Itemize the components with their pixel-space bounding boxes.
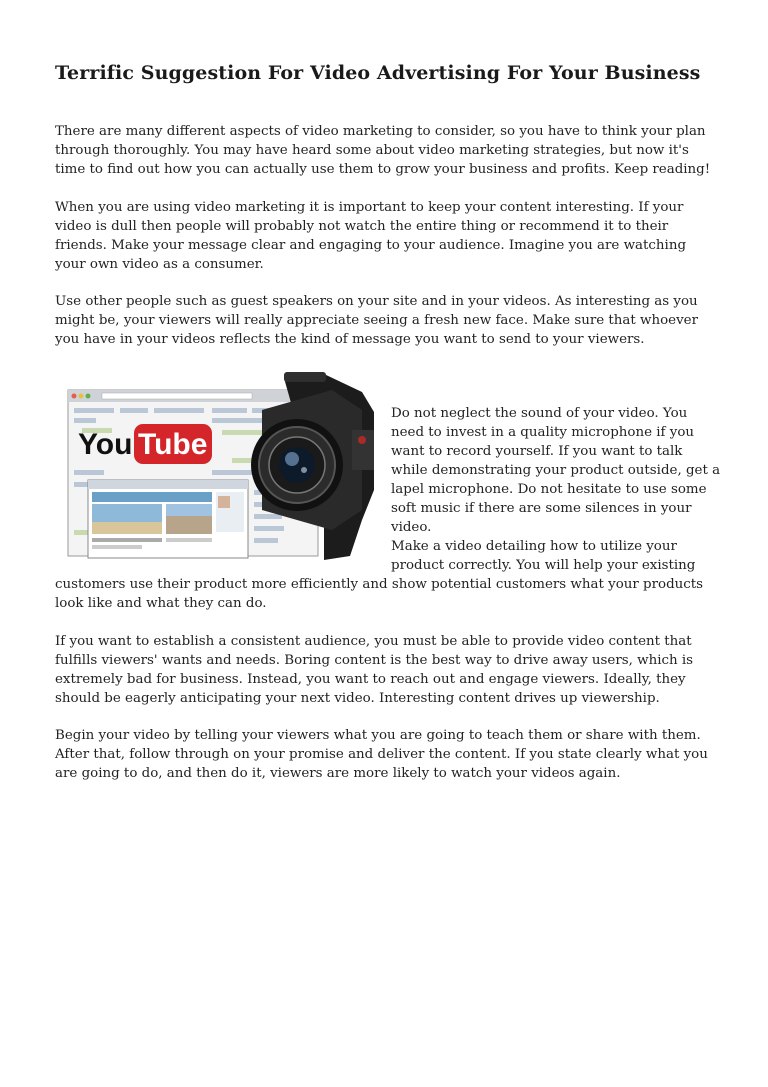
article-title: Terrific Suggestion For Video Advertising For Your Business — [55, 62, 701, 84]
paragraph-tutorial-start: Make a video detailing how to utilize your product correctly. You will help your existing — [391, 539, 696, 573]
paragraph-intro: There are many different aspects of video marketing to consider, so you have to think your plan through thoroughly. You may have heard some about video marketing strategies, but now it's time to find out how you can actually use them to grow your business and profits. Keep reading! — [55, 124, 711, 177]
paragraph-interesting-content: When you are using video marketing it is important to keep your content interesting. If your video is dull then people will probably not watch the entire thing or recommend it to their friends. Make your message clear and engaging to your audience. Imagine you are watching your own video as a consumer. — [55, 200, 687, 272]
youtube-logo-you: You — [78, 428, 133, 461]
youtube-camera-illustration — [62, 370, 378, 562]
youtube-camera-image — [62, 370, 378, 562]
paragraph-tutorial-end: customers use their product more efficiently and show potential customers what your products look like and what they can do. — [55, 577, 704, 611]
youtube-logo-tube: Tube — [138, 428, 208, 461]
paragraph-consistent-audience: If you want to establish a consistent audience, you must be able to provide video content that fulfills viewers' wants and needs. Boring content is the best way to drive away users, which is extremely bad for business. Instead, you want to reach out and engage viewers. Ideally, they should be eagerly anticipating your next video. Interesting content drives up viewership. — [55, 634, 694, 706]
paragraph-guest-speakers: Use other people such as guest speakers on your site and in your videos. As interesting as you might be, your viewers will really appreciate seeing a fresh new face. Make sure that whoever you have in your videos reflects the kind of message you want to send to your viewers. — [55, 294, 698, 347]
paragraph-sound-quality: Do not neglect the sound of your video. You need to invest in a quality microphone if you want to record yourself. If you want to talk while demonstrating your product outside, get a lapel microphone. Do not hesitate to use some soft music if there are some silences in your video. — [391, 406, 721, 535]
paragraph-begin-video: Begin your video by telling your viewers what you are going to teach them or share with them. After that, follow through on your promise and deliver the content. If you state clearly what you are going to do, and then do it, viewers are more likely to watch your videos again. — [55, 728, 708, 781]
